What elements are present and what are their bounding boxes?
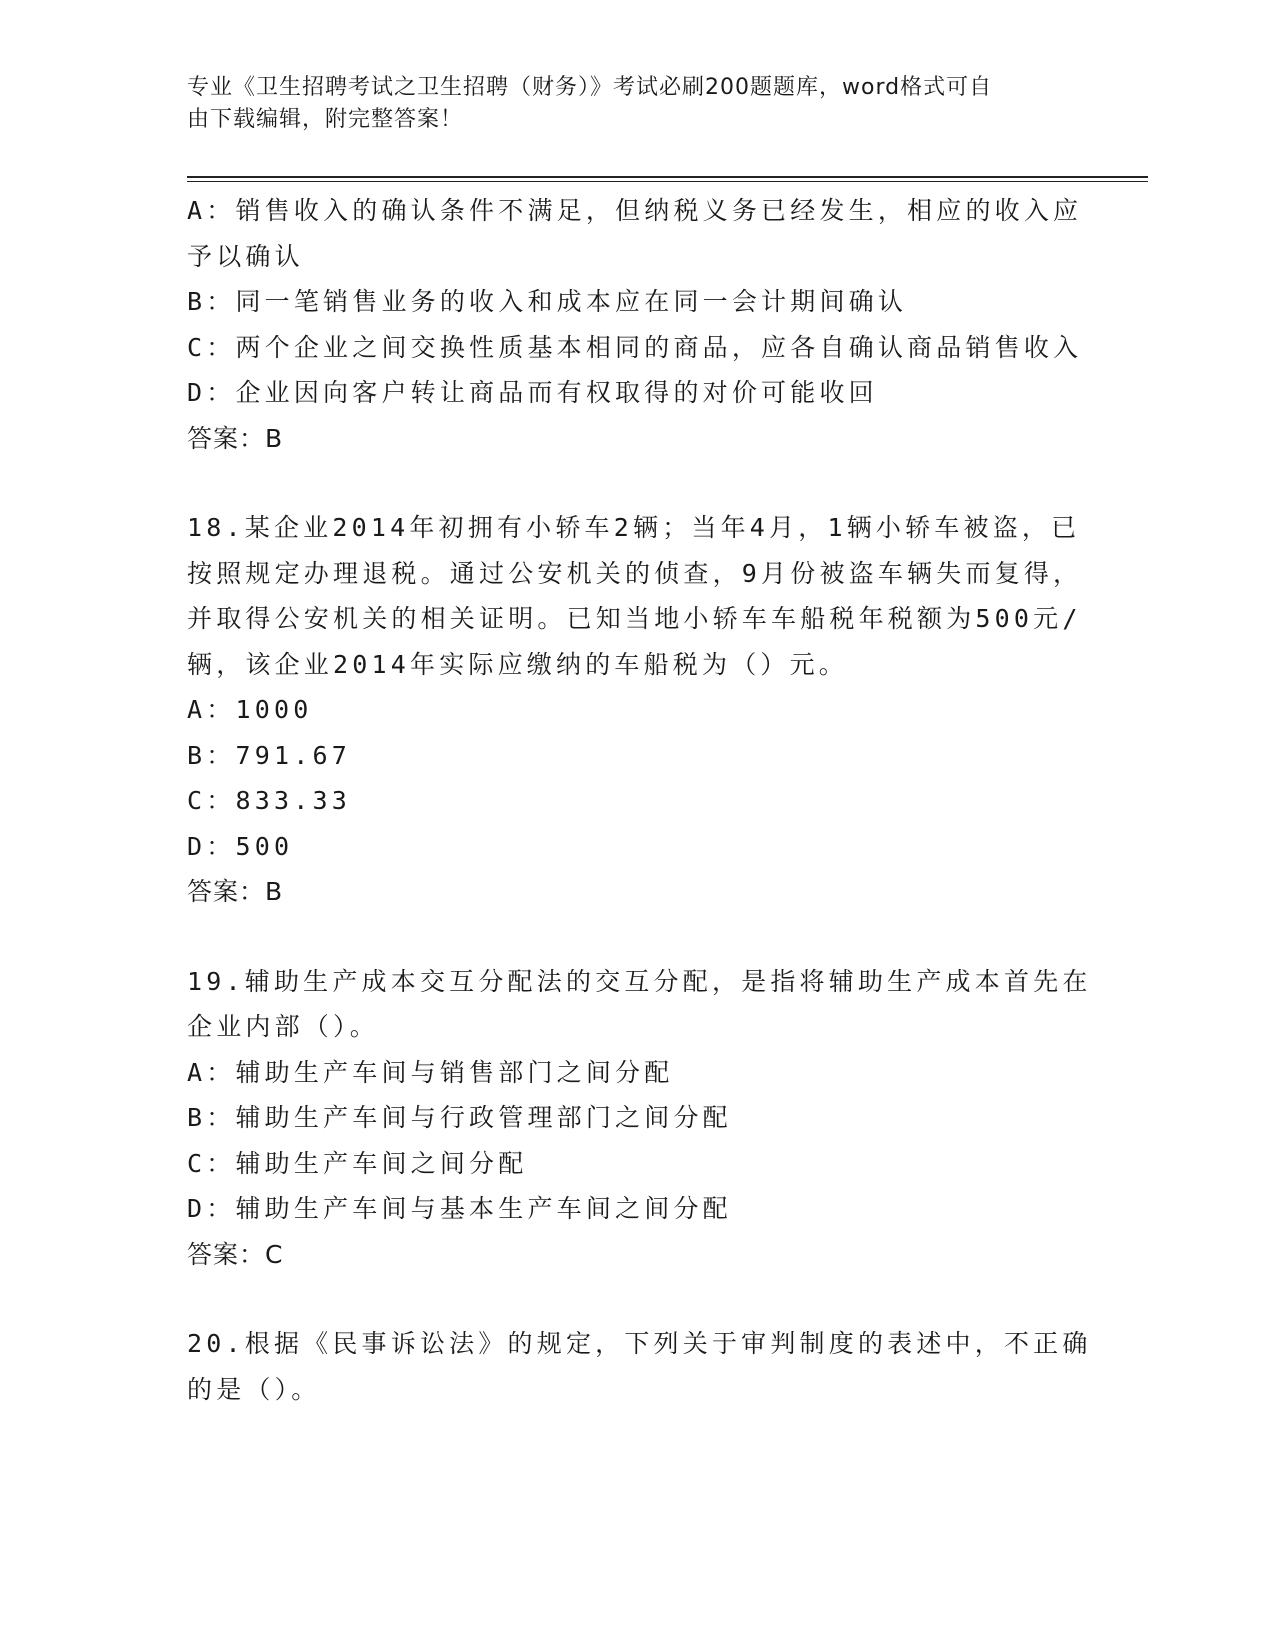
header-line-1: 专业《卫生招聘考试之卫生招聘（财务）》考试必刷200题题库，word格式可自	[187, 75, 993, 100]
q19-option-d: D：辅助生产车间与基本生产车间之间分配	[187, 1194, 732, 1223]
q18-stem-line-3: 并取得公安机关的相关证明。已知当地小轿车车船税年税额为500元/	[187, 604, 1082, 633]
q18-option-d: D：500	[187, 831, 294, 861]
q19-option-b: B：辅助生产车间与行政管理部门之间分配	[187, 1103, 732, 1132]
q17-answer: 答案：B	[187, 423, 284, 453]
q18-stem-line-1: 18.某企业2014年初拥有小轿车2辆；当年4月，1辆小轿车被盗，已	[187, 513, 1081, 542]
q18-option-a: A：1000	[187, 695, 313, 724]
q19-stem-line-2: 企业内部（）。	[187, 1012, 379, 1041]
q18-stem-line-2: 按照规定办理退税。通过公安机关的侦查，9月份被盗车辆失而复得，	[187, 558, 1083, 588]
question-18-block	[187, 505, 1087, 915]
q17-option-b: B：同一笔销售业务的收入和成本应在同一会计期间确认	[187, 287, 908, 316]
question-17-block	[187, 188, 1087, 461]
q19-option-c: C：辅助生产车间之间分配	[187, 1148, 528, 1178]
q17-option-c: C：两个企业之间交换性质基本相同的商品，应各自确认商品销售收入	[187, 332, 1083, 362]
q20-stem-line-1: 20.根据《民事诉讼法》的规定，下列关于审判制度的表述中，不正确	[187, 1329, 1092, 1358]
document-body	[187, 188, 1092, 1412]
question-20-block	[187, 1321, 1092, 1412]
q20-stem-line-2: 的是（）。	[187, 1374, 321, 1404]
q18-option-b: B：791.67	[187, 740, 351, 770]
header-divider-thin	[187, 181, 1148, 182]
q17-option-d: D：企业因向客户转让商品而有权取得的对价可能收回	[187, 378, 878, 407]
spacer	[187, 1277, 1087, 1321]
q19-stem-line-1: 19.辅助生产成本交互分配法的交互分配，是指将辅助生产成本首先在	[187, 966, 1092, 996]
q19-option-a: A：辅助生产车间与销售部门之间分配	[187, 1057, 674, 1087]
q18-answer: 答案：B	[187, 877, 284, 906]
header-divider-thick	[187, 176, 1148, 178]
header-line-2: 由下载编辑，附完整答案！	[187, 107, 464, 132]
q19-answer: 答案：C	[187, 1239, 284, 1269]
q18-option-c: C：833.33	[187, 786, 351, 815]
q18-stem-line-4: 辆，该企业2014年实际应缴纳的车船税为（）元。	[187, 649, 849, 679]
q17-option-a-line-2: 予以确认	[187, 241, 304, 271]
spacer	[187, 461, 1087, 505]
spacer	[187, 915, 1087, 959]
question-19-block	[187, 959, 1092, 1278]
document-header	[187, 72, 1067, 136]
q17-option-a-line-1: A：销售收入的确认条件不满足，但纳税义务已经发生，相应的收入应	[187, 196, 1083, 225]
